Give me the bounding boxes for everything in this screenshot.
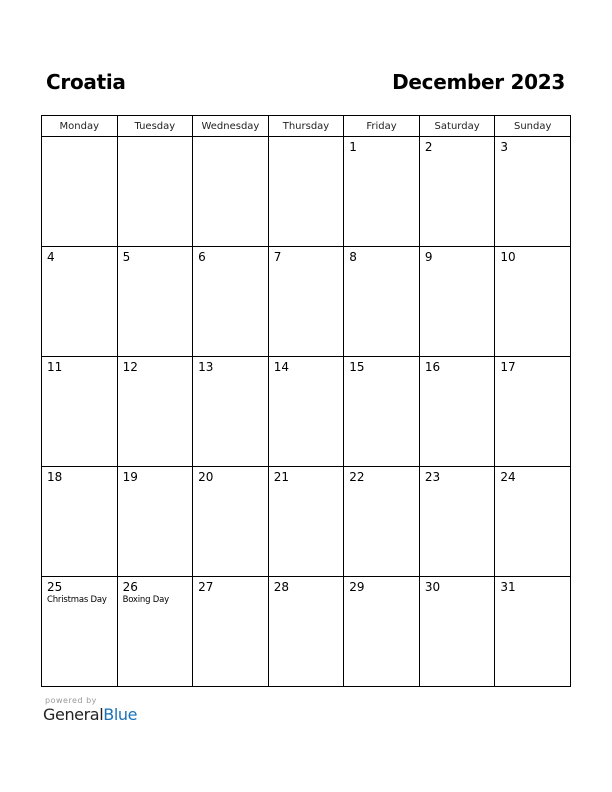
day-cell [193, 357, 269, 467]
weekday-header: Friday [344, 116, 420, 137]
day-cell [268, 247, 344, 357]
week-row [42, 357, 571, 467]
day-cell [495, 467, 571, 577]
week-row [42, 577, 571, 687]
day-cell [268, 137, 344, 247]
weekday-header: Thursday [268, 116, 344, 137]
week-row [42, 247, 571, 357]
day-number: 9 [424, 250, 433, 264]
day-cell [495, 577, 571, 687]
day-cell [344, 357, 420, 467]
holiday-label: Boxing Day [122, 595, 169, 605]
holiday-label: Christmas Day [47, 595, 107, 605]
footer-branding [43, 696, 137, 724]
day-number: 17 [500, 360, 516, 374]
weekday-header: Tuesday [117, 116, 193, 137]
day-number: 3 [500, 140, 509, 154]
day-number: 19 [122, 470, 138, 484]
day-number: 14 [273, 360, 289, 374]
day-cell [117, 247, 193, 357]
day-number [193, 137, 268, 140]
day-number: 22 [349, 470, 365, 484]
day-cell [268, 467, 344, 577]
month-year-title: December 2023 [392, 70, 565, 94]
day-cell [268, 357, 344, 467]
day-cell [42, 247, 118, 357]
day-number: 31 [500, 580, 516, 594]
weekday-header: Saturday [419, 116, 495, 137]
day-cell [495, 247, 571, 357]
day-cell [117, 137, 193, 247]
day-cell [419, 247, 495, 357]
day-cell [268, 577, 344, 687]
day-cell [193, 137, 269, 247]
calendar-grid [41, 115, 571, 687]
day-number: 18 [47, 470, 63, 484]
day-cell [117, 357, 193, 467]
day-number: 21 [273, 470, 289, 484]
day-number: 27 [198, 580, 214, 594]
day-cell [193, 247, 269, 357]
day-cell [495, 357, 571, 467]
powered-by-label: powered by [45, 696, 97, 705]
day-number: 20 [198, 470, 214, 484]
day-number: 1 [349, 140, 357, 154]
week-row [42, 467, 571, 577]
generalblue-logo[interactable] [43, 705, 137, 724]
day-cell [193, 577, 269, 687]
day-cell [42, 357, 118, 467]
day-number: 4 [47, 250, 55, 264]
day-cell [344, 467, 420, 577]
day-number: 16 [424, 360, 441, 374]
day-number: 10 [500, 250, 516, 264]
day-cell [495, 137, 571, 247]
day-number: 29 [349, 580, 365, 594]
day-number: 24 [500, 470, 516, 484]
day-cell [42, 137, 118, 247]
weekday-header: Wednesday [193, 116, 269, 137]
day-cell [419, 467, 495, 577]
day-cell [344, 137, 420, 247]
day-number: 11 [47, 360, 63, 374]
weekday-header: Sunday [495, 116, 571, 137]
day-cell [117, 467, 193, 577]
day-number: 7 [273, 250, 282, 264]
day-number: 6 [198, 250, 206, 264]
country-title: Croatia [46, 70, 126, 94]
day-number [118, 137, 193, 140]
day-number: 28 [273, 580, 289, 594]
weekday-header-row [42, 116, 571, 137]
day-number: 25 [47, 580, 63, 594]
day-cell [344, 247, 420, 357]
day-cell [419, 357, 495, 467]
day-cell [193, 467, 269, 577]
day-number: 8 [349, 250, 357, 264]
week-row [42, 137, 571, 247]
day-cell [419, 137, 495, 247]
day-number [42, 137, 117, 140]
day-cell [42, 577, 118, 687]
weekday-header: Monday [42, 116, 118, 137]
day-cell [344, 577, 420, 687]
day-cell [117, 577, 193, 687]
day-cell [42, 467, 118, 577]
day-number: 26 [122, 580, 138, 594]
brand-general: General [43, 705, 104, 724]
day-number: 13 [198, 360, 214, 374]
day-number: 30 [424, 580, 441, 594]
day-cell [419, 577, 495, 687]
day-number: 23 [424, 470, 441, 484]
day-number: 12 [122, 360, 138, 374]
day-number: 5 [122, 250, 131, 264]
day-number: 15 [349, 360, 365, 374]
brand-blue: Blue [103, 705, 138, 724]
day-number [269, 137, 344, 140]
day-number: 2 [424, 140, 433, 154]
